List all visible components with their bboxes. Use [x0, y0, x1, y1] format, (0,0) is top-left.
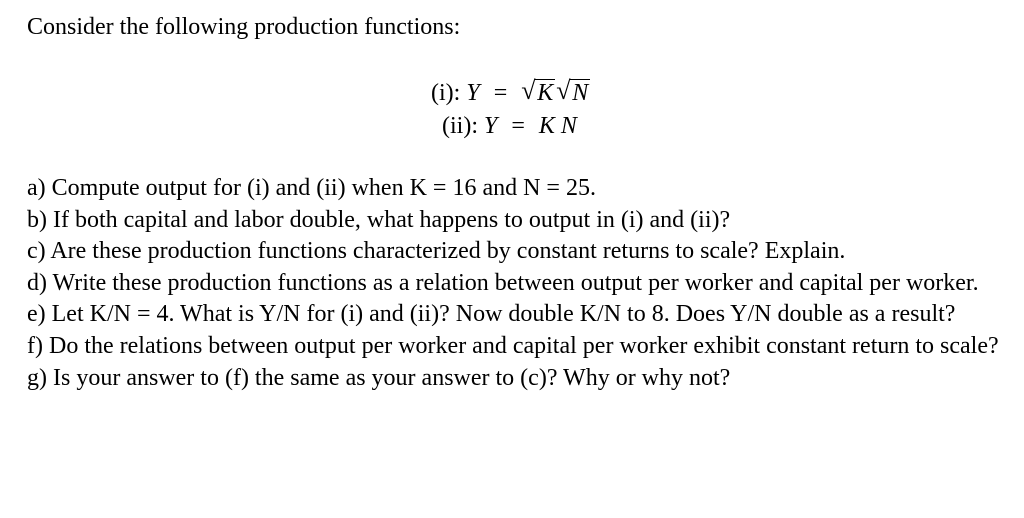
equation-ii-factor-k: K — [538, 113, 555, 139]
question-list — [27, 173, 1017, 394]
equation-ii-lhs: Y — [484, 113, 498, 139]
equation-i-label: (i): — [431, 80, 461, 106]
question-a: a) Compute output for (i) and (ii) when K = 16 and N = 25. — [27, 175, 596, 201]
radical-sign-icon: √ — [556, 76, 571, 105]
equation-i-equals: = — [493, 80, 508, 106]
question-b: b) If both capital and labor double, what happens to output in (i) and (ii)? — [27, 206, 731, 233]
sqrt-n-radicand: N — [572, 80, 589, 106]
equation-i — [431, 78, 591, 108]
equation-ii — [442, 111, 577, 141]
equation-ii-factor-n: N — [560, 113, 577, 139]
question-c: c) Are these production functions characterized by constant returns to scale? Explain. — [27, 238, 846, 265]
equation-ii-equals: = — [511, 113, 525, 139]
question-f: f) Do the relations between output per worker and capital per worker exhibit constant return to scale? — [27, 332, 999, 359]
sqrt-k-radicand: K — [537, 80, 554, 106]
equation-ii-label: (ii): — [442, 113, 478, 139]
equation-i-lhs: Y — [466, 80, 480, 106]
sqrt-n — [556, 78, 590, 108]
question-g: g) Is your answer to (f) the same as your answer to (c)? Why or why not? — [27, 364, 731, 391]
sqrt-k — [521, 78, 555, 108]
question-d: d) Write these production functions as a relation between output per worker and capital per worker. — [27, 269, 979, 296]
question-e: e) Let K/N = 4. What is Y/N for (i) and (ii)? Now double K/N to 8. Does Y/N double as a result? — [27, 301, 956, 328]
radical-sign-icon: √ — [521, 76, 536, 105]
intro-text: Consider the following production functions: — [27, 14, 461, 40]
